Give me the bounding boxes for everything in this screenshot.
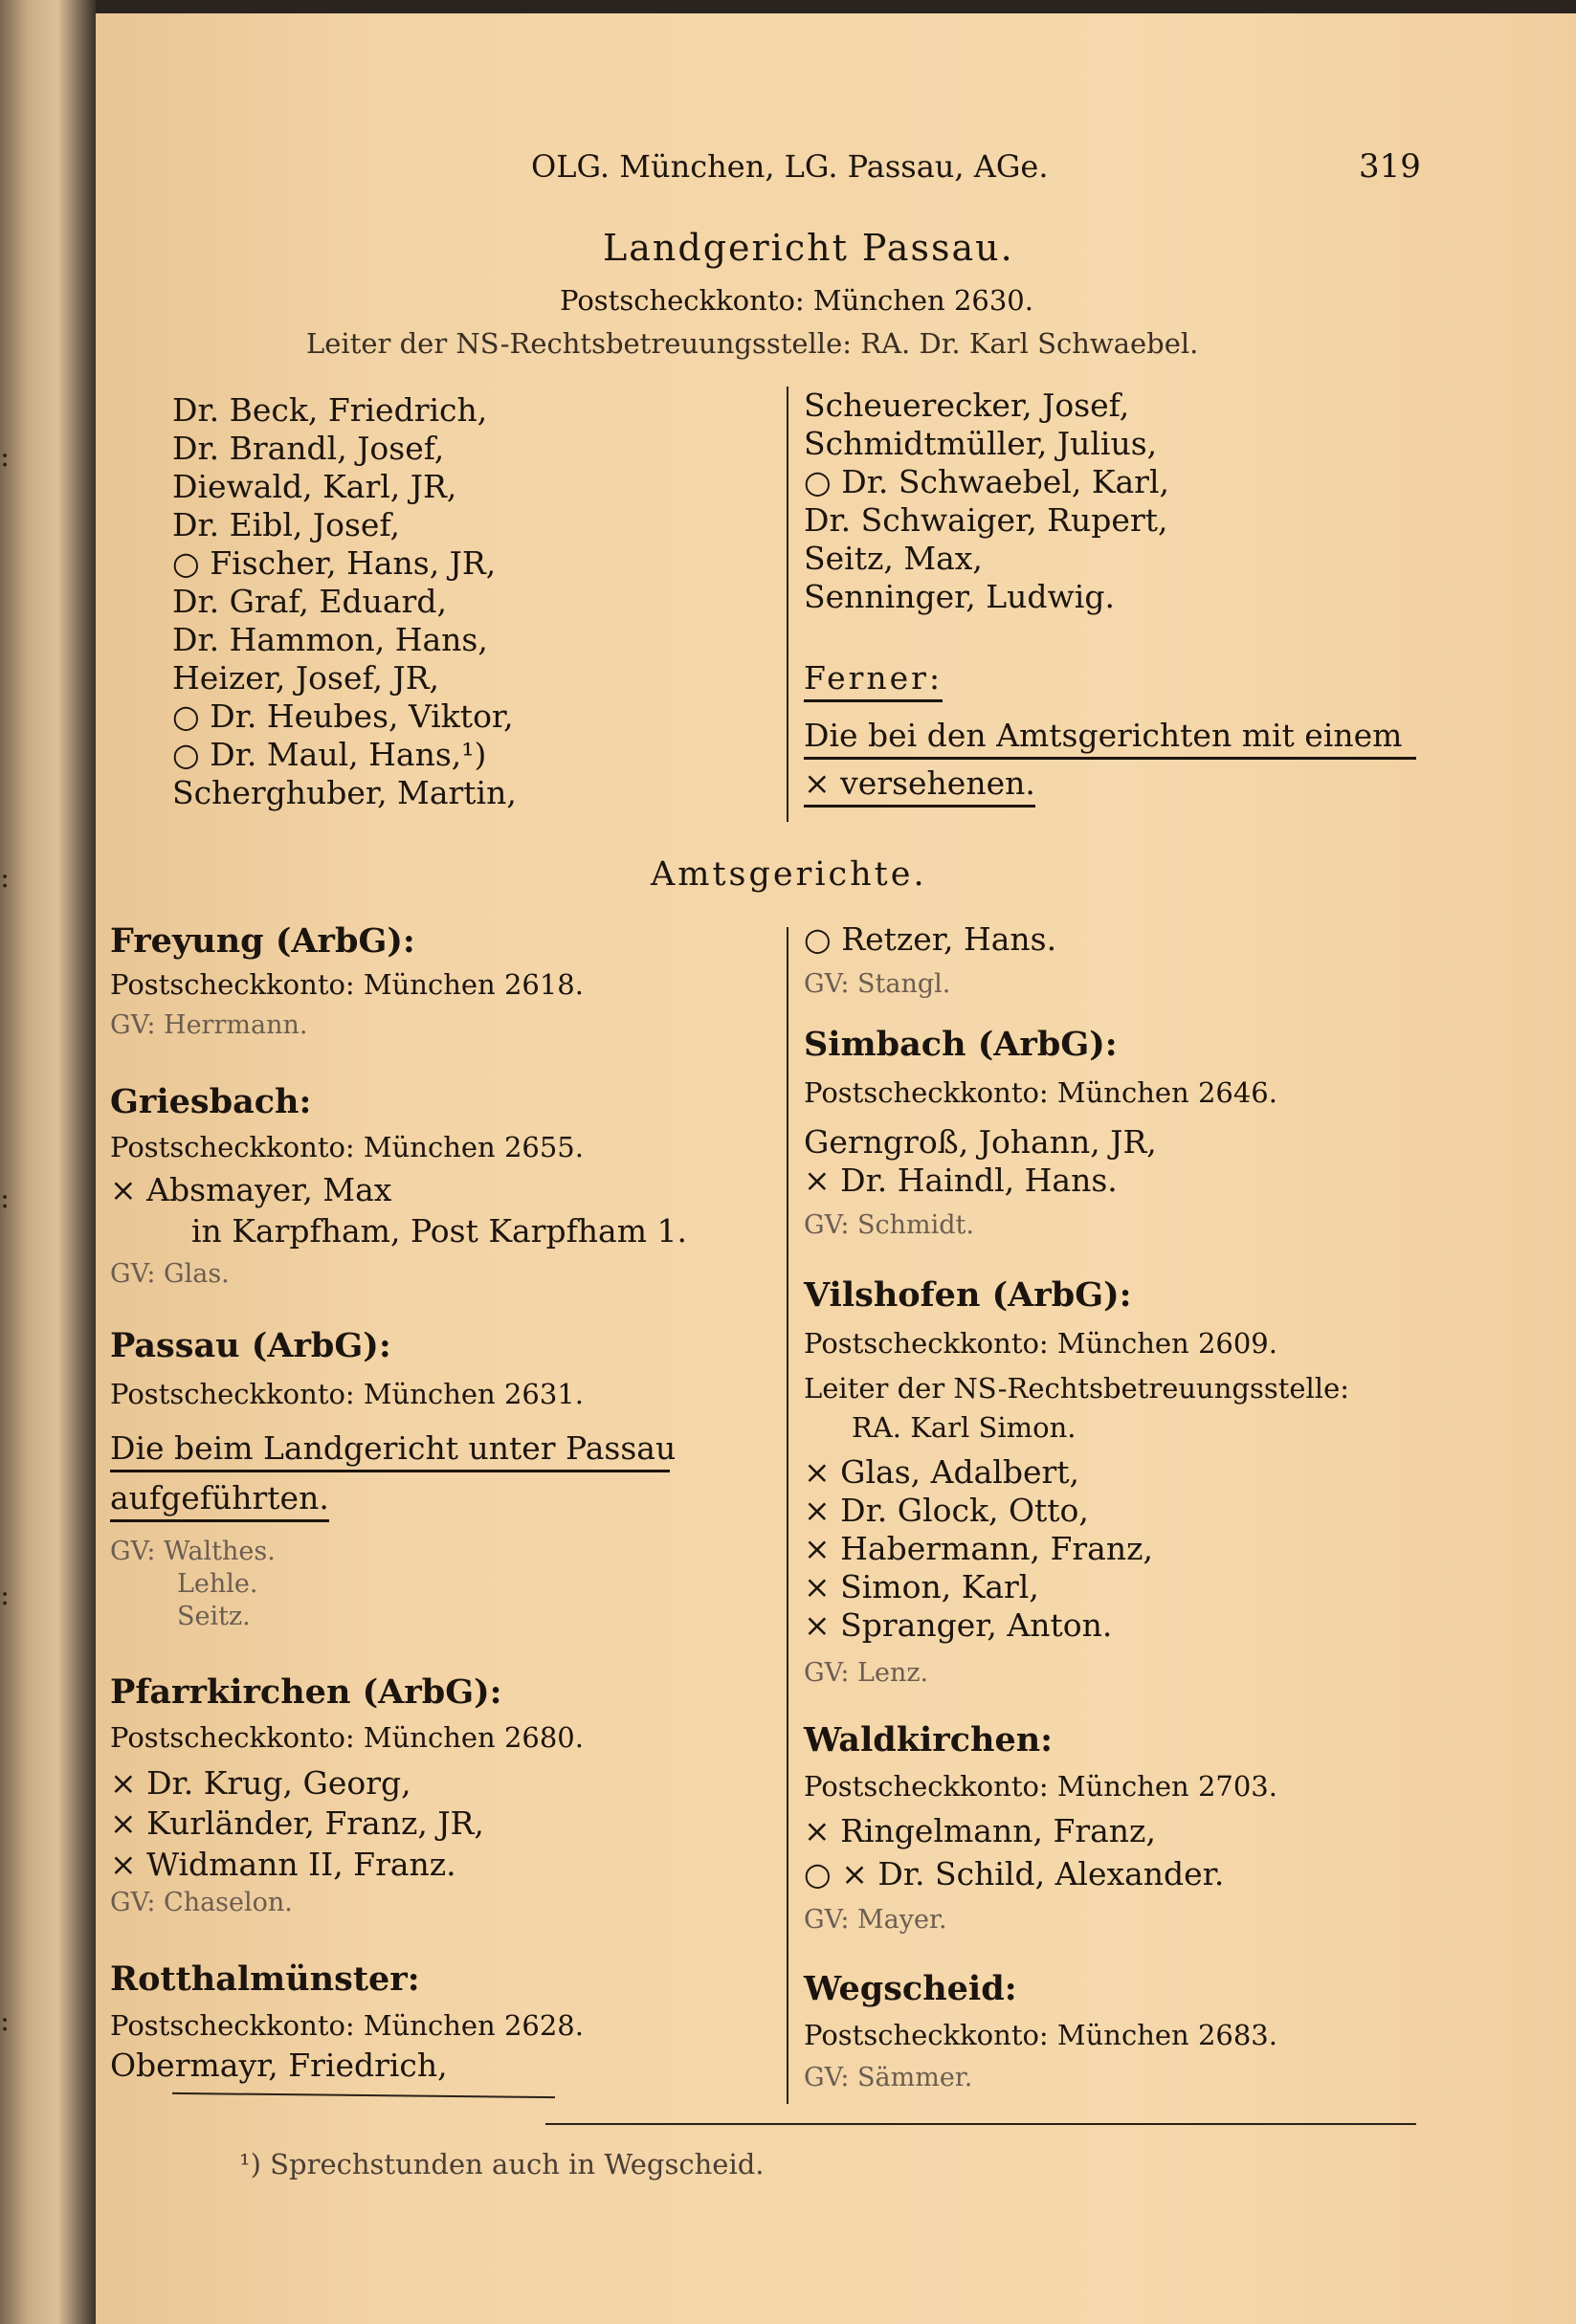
court-heading: Waldkirchen: xyxy=(804,1720,1054,1760)
column-divider xyxy=(787,387,788,822)
margin-mark: : xyxy=(0,1579,11,1612)
court-heading: Griesbach: xyxy=(110,1082,312,1121)
gv: GV: Herrmann. xyxy=(110,1010,308,1040)
gv: GV: Stangl. xyxy=(804,969,951,999)
margin-mark: : xyxy=(0,861,11,895)
list-item: Schmidtmüller, Julius, xyxy=(804,425,1158,462)
postscheck: Postscheckkonto: München 2609. xyxy=(804,1327,1277,1360)
list-item: × Absmayer, Max xyxy=(110,1171,392,1208)
list-item: ○ × Dr. Schild, Alexander. xyxy=(804,1855,1225,1892)
running-title: OLG. München, LG. Passau, AGe. xyxy=(531,148,1049,185)
list-item: aufgeführten. xyxy=(110,1479,329,1522)
gv: Seitz. xyxy=(177,1602,251,1631)
list-item: ○ Fischer, Hans, JR, xyxy=(172,544,497,582)
gv: GV: Lenz. xyxy=(804,1658,929,1688)
margin-mark: : xyxy=(0,2004,11,2038)
list-item: × Widmann II, Franz. xyxy=(110,1846,456,1883)
list-item: × Spranger, Anton. xyxy=(804,1606,1113,1644)
court-heading: Pfarrkirchen (ArbG): xyxy=(110,1672,502,1712)
list-item: Dr. Graf, Eduard, xyxy=(172,583,447,620)
amtsgerichte-title: Amtsgerichte. xyxy=(651,855,927,894)
list-item: Dr. Brandl, Josef, xyxy=(172,430,445,467)
list-item: Senninger, Ludwig. xyxy=(804,578,1115,615)
court-heading: Freyung (ArbG): xyxy=(110,921,415,961)
list-item: in Karpfham, Post Karpfham 1. xyxy=(191,1212,687,1250)
postscheck: Postscheckkonto: München 2683. xyxy=(804,2019,1277,2051)
postscheck: Postscheckkonto: München 2680. xyxy=(110,1721,584,1754)
list-item: × Dr. Haindl, Hans. xyxy=(804,1162,1118,1199)
list-item: Diewald, Karl, JR, xyxy=(172,468,457,505)
list-item: ○ Dr. Schwaebel, Karl, xyxy=(804,463,1169,500)
list-item: × Glas, Adalbert, xyxy=(804,1453,1080,1491)
ferner-text: Die bei den Amtsgerichten mit einem xyxy=(804,717,1416,760)
court-heading: Rotthalmünster: xyxy=(110,1959,420,1999)
document-page xyxy=(96,13,1576,2324)
list-item: × Habermann, Franz, xyxy=(804,1530,1153,1567)
list-item: Obermayr, Friedrich, xyxy=(110,2047,448,2084)
list-item: × Ringelmann, Franz, xyxy=(804,1812,1156,1849)
list-item: × Dr. Krug, Georg, xyxy=(110,1764,411,1802)
list-item: Dr. Beck, Friedrich, xyxy=(172,391,488,429)
gv: GV: Sämmer. xyxy=(804,2063,973,2092)
gv: GV: Chaselon. xyxy=(110,1888,293,1917)
ferner-text: × versehenen. xyxy=(804,764,1035,808)
gv: GV: Glas. xyxy=(110,1259,230,1289)
gv: GV: Schmidt. xyxy=(804,1210,974,1240)
postscheck: Postscheckkonto: München 2628. xyxy=(110,2009,584,2042)
court-heading: Wegscheid: xyxy=(804,1969,1017,2008)
list-item: Dr. Hammon, Hans, xyxy=(172,621,488,658)
list-item: Dr. Eibl, Josef, xyxy=(172,506,400,543)
gv: GV: Mayer. xyxy=(804,1905,947,1935)
list-item: × Kurländer, Franz, JR, xyxy=(110,1804,484,1842)
postscheck: Postscheckkonto: München 2631. xyxy=(110,1378,584,1410)
list-item: Dr. Schwaiger, Rupert, xyxy=(804,501,1168,539)
footnote: ¹) Sprechstunden auch in Wegscheid. xyxy=(239,2148,765,2180)
list-item: × Dr. Glock, Otto, xyxy=(804,1492,1089,1529)
landgericht-leiter: Leiter der NS-Rechtsbetreuungsstelle: RA. Dr. Karl Schwaebel. xyxy=(306,327,1199,360)
court-heading: Vilshofen (ArbG): xyxy=(804,1275,1132,1315)
list-item: × Simon, Karl, xyxy=(804,1568,1039,1605)
list-item: ○ Dr. Maul, Hans,¹) xyxy=(172,736,487,773)
margin-mark: : xyxy=(0,440,11,474)
gv: GV: Walthes. xyxy=(110,1537,276,1566)
column-divider xyxy=(787,927,788,2104)
landgericht-title: Landgericht Passau. xyxy=(603,227,1014,269)
list-item: ○ Retzer, Hans. xyxy=(804,920,1057,958)
postscheck: Postscheckkonto: München 2618. xyxy=(110,968,584,1001)
leiter: Leiter der NS-Rechtsbetreuungsstelle: xyxy=(804,1372,1350,1405)
postscheck: Postscheckkonto: München 2703. xyxy=(804,1770,1277,1803)
list-item: ○ Dr. Heubes, Viktor, xyxy=(172,697,514,735)
list-item: Scherghuber, Martin, xyxy=(172,774,517,811)
margin-mark: : xyxy=(0,1182,11,1215)
list-item: Heizer, Josef, JR, xyxy=(172,659,440,697)
gv: Lehle. xyxy=(177,1569,258,1599)
list-item: Gerngroß, Johann, JR, xyxy=(804,1123,1157,1161)
postscheck: Postscheckkonto: München 2646. xyxy=(804,1076,1277,1109)
court-heading: Passau (ArbG): xyxy=(110,1326,391,1365)
leiter-name: RA. Karl Simon. xyxy=(852,1411,1077,1444)
list-item: Die beim Landgericht unter Passau xyxy=(110,1429,670,1472)
previous-page-edge xyxy=(0,0,96,2324)
page-number: 319 xyxy=(1359,147,1421,186)
postscheck: Postscheckkonto: München 2655. xyxy=(110,1131,584,1163)
court-heading: Simbach (ArbG): xyxy=(804,1025,1118,1064)
ferner-label: Ferner: xyxy=(804,659,943,702)
footnote-rule xyxy=(172,2092,555,2098)
landgericht-postscheck: Postscheckkonto: München 2630. xyxy=(560,284,1033,317)
page-rule xyxy=(545,2123,1416,2125)
list-item: Seitz, Max, xyxy=(804,540,983,577)
list-item: Scheuerecker, Josef, xyxy=(804,387,1130,424)
